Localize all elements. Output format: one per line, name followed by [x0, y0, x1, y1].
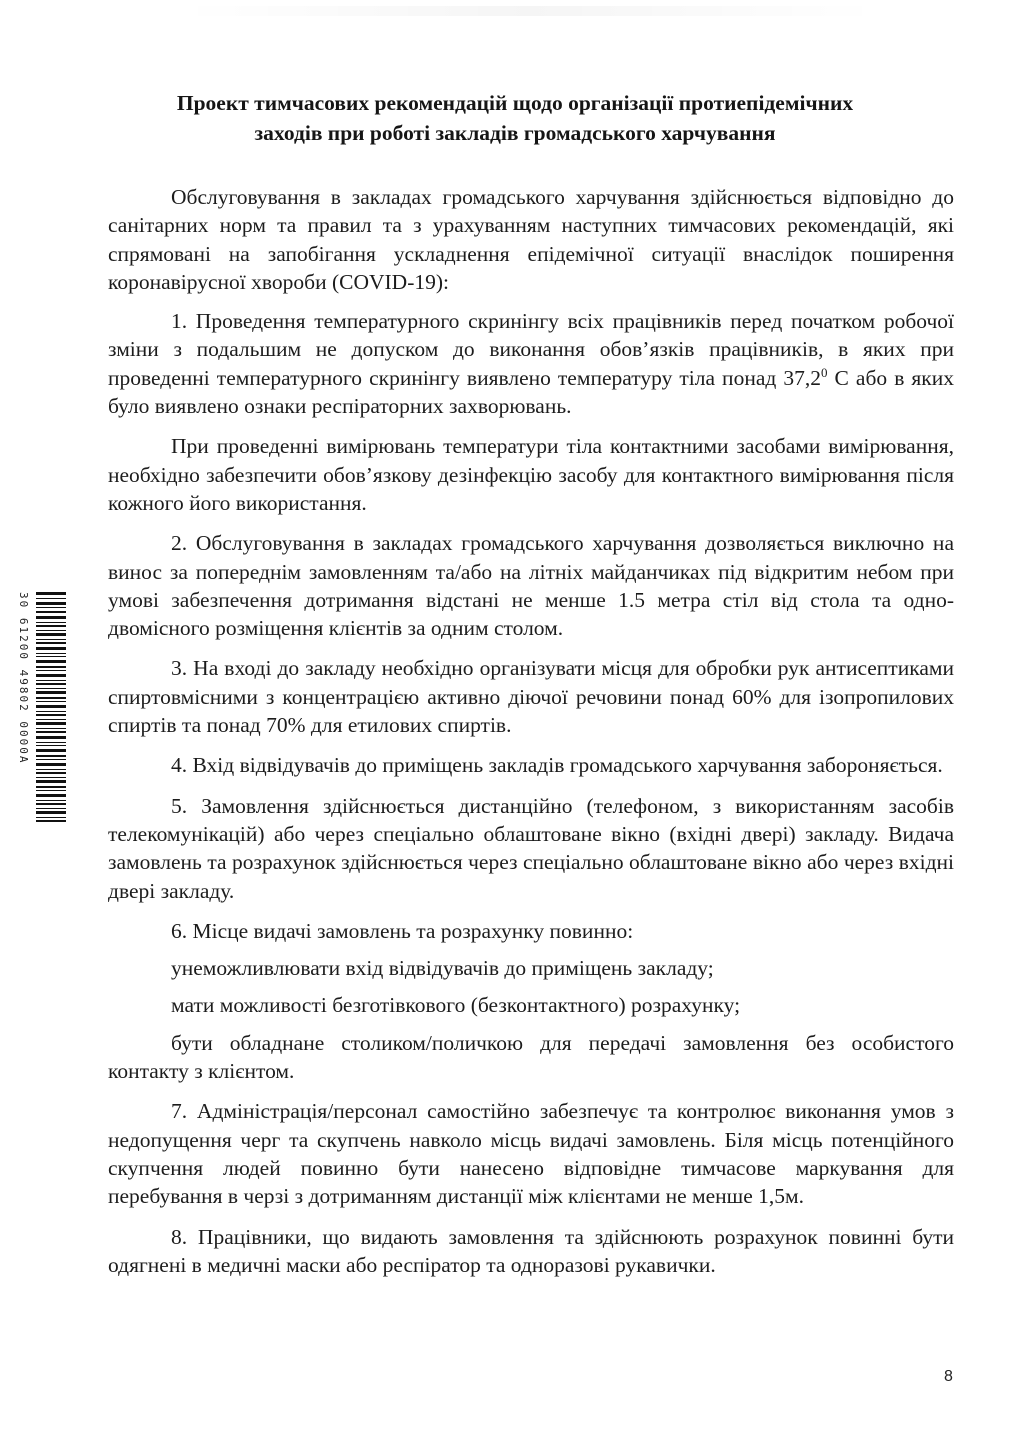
intro-paragraph: Обслуговування в закладах громадського харчування здійснюється відповідно до санітарних норм та правил та з урахуванням наступних тимчасових рекомендацій, які спрямовані на запобігання ускладнення епідемічної ситуації внаслідок поширення коронавірусної хвороби (COVID-19): [108, 185, 954, 294]
title-line-2: заходів при роботі закладів громадського харчування [254, 121, 776, 145]
item-1-text-end: С або в яких було виявлено ознаки респіраторних захворювань. [108, 365, 954, 419]
item-8-paragraph: 8. Працівники, що видають замовлення та здійснюють розрахунок повинні бути одягнені в медичні маски або респіратор та одноразові рукавички. [108, 1224, 954, 1277]
item-5-paragraph: 5. Замовлення здійснюється дистанційно (телефоном, з використанням засобів телекомунікацій) або через спеціально облаштоване вікно (вхідні двері) закладу. Видача замовлень та розрахунок здійснюється через спеціально облаштоване вікно або через вхідні двері закладу. [108, 793, 954, 903]
item-6-sub-b: мати можливості безготівкового (безконтактного) розрахунку; [171, 993, 741, 1018]
item-4-paragraph: 4. Вхід відвідувачів до приміщень закладів громадського харчування забороняється. [171, 753, 943, 778]
degree-superscript: 0 [820, 364, 828, 380]
item-1-note-paragraph: При проведенні вимірювань температури тіла контактними засобами вимірювання, необхідно забезпечити обов’язкову дезінфекцію засобу для контактного вимірювання після кожного його використання. [108, 434, 954, 515]
item-7-paragraph: 7. Адміністрація/персонал самостійно забезпечує та контролює виконання умов з недопущення черг та скупчень навколо місць видачі замовлень. Біля місць потенційного скупчення людей повинно бути нанесено відповідне тимчасове маркування для перебування в черзі з дотриманням дистанції між клієнтами не менше 1,5м. [108, 1099, 954, 1209]
item-1-text: 1. Проведення температурного скринінгу всіх працівників перед початком робочої зміни з подальшим не допуском до виконання обов’язків працівників, в яких при проведенні температурного скринінгу виявлено температуру тіла понад 37,2 [108, 309, 954, 390]
item-6-paragraph: 6. Місце видачі замовлень та розрахунку повинно: [171, 918, 634, 943]
item-3-paragraph: 3. На вході до закладу необхідно організувати місця для обробки рук антисептиками спиртовмісними з концентрацією активно діючої речовини понад 60% для ізопропилових спиртів та понад 70% для етилових спиртів. [108, 656, 954, 738]
scan-artifact [180, 6, 880, 16]
item-1-paragraph [108, 307, 954, 420]
item-6-sub-c: бути обладнане столиком/поличкою для передачі замовлення без особистого контакту з клієнтом. [108, 1030, 954, 1084]
title-line-1: Проект тимчасових рекомендацій щодо організації протиепідемічних [176, 91, 854, 115]
page-number: 8 [944, 1368, 953, 1385]
document-title [120, 88, 910, 148]
item-6-sub-a: унеможливлювати вхід відвідувачів до приміщень закладу; [171, 956, 714, 981]
item-2-paragraph: 2. Обслуговування в закладах громадського харчування дозволяється виключно на винос за попереднім замовленням та/або на літніх майданчиках під відкритим небом при умові забезпечення дотримання відстані не менше 1.5 метра стіл від стола та одно- двомісного розміщення клієнтів за одним столом. [108, 531, 954, 641]
document-body [108, 183, 954, 1288]
barcode-number: 30 61200 49802 0000A [17, 592, 30, 765]
